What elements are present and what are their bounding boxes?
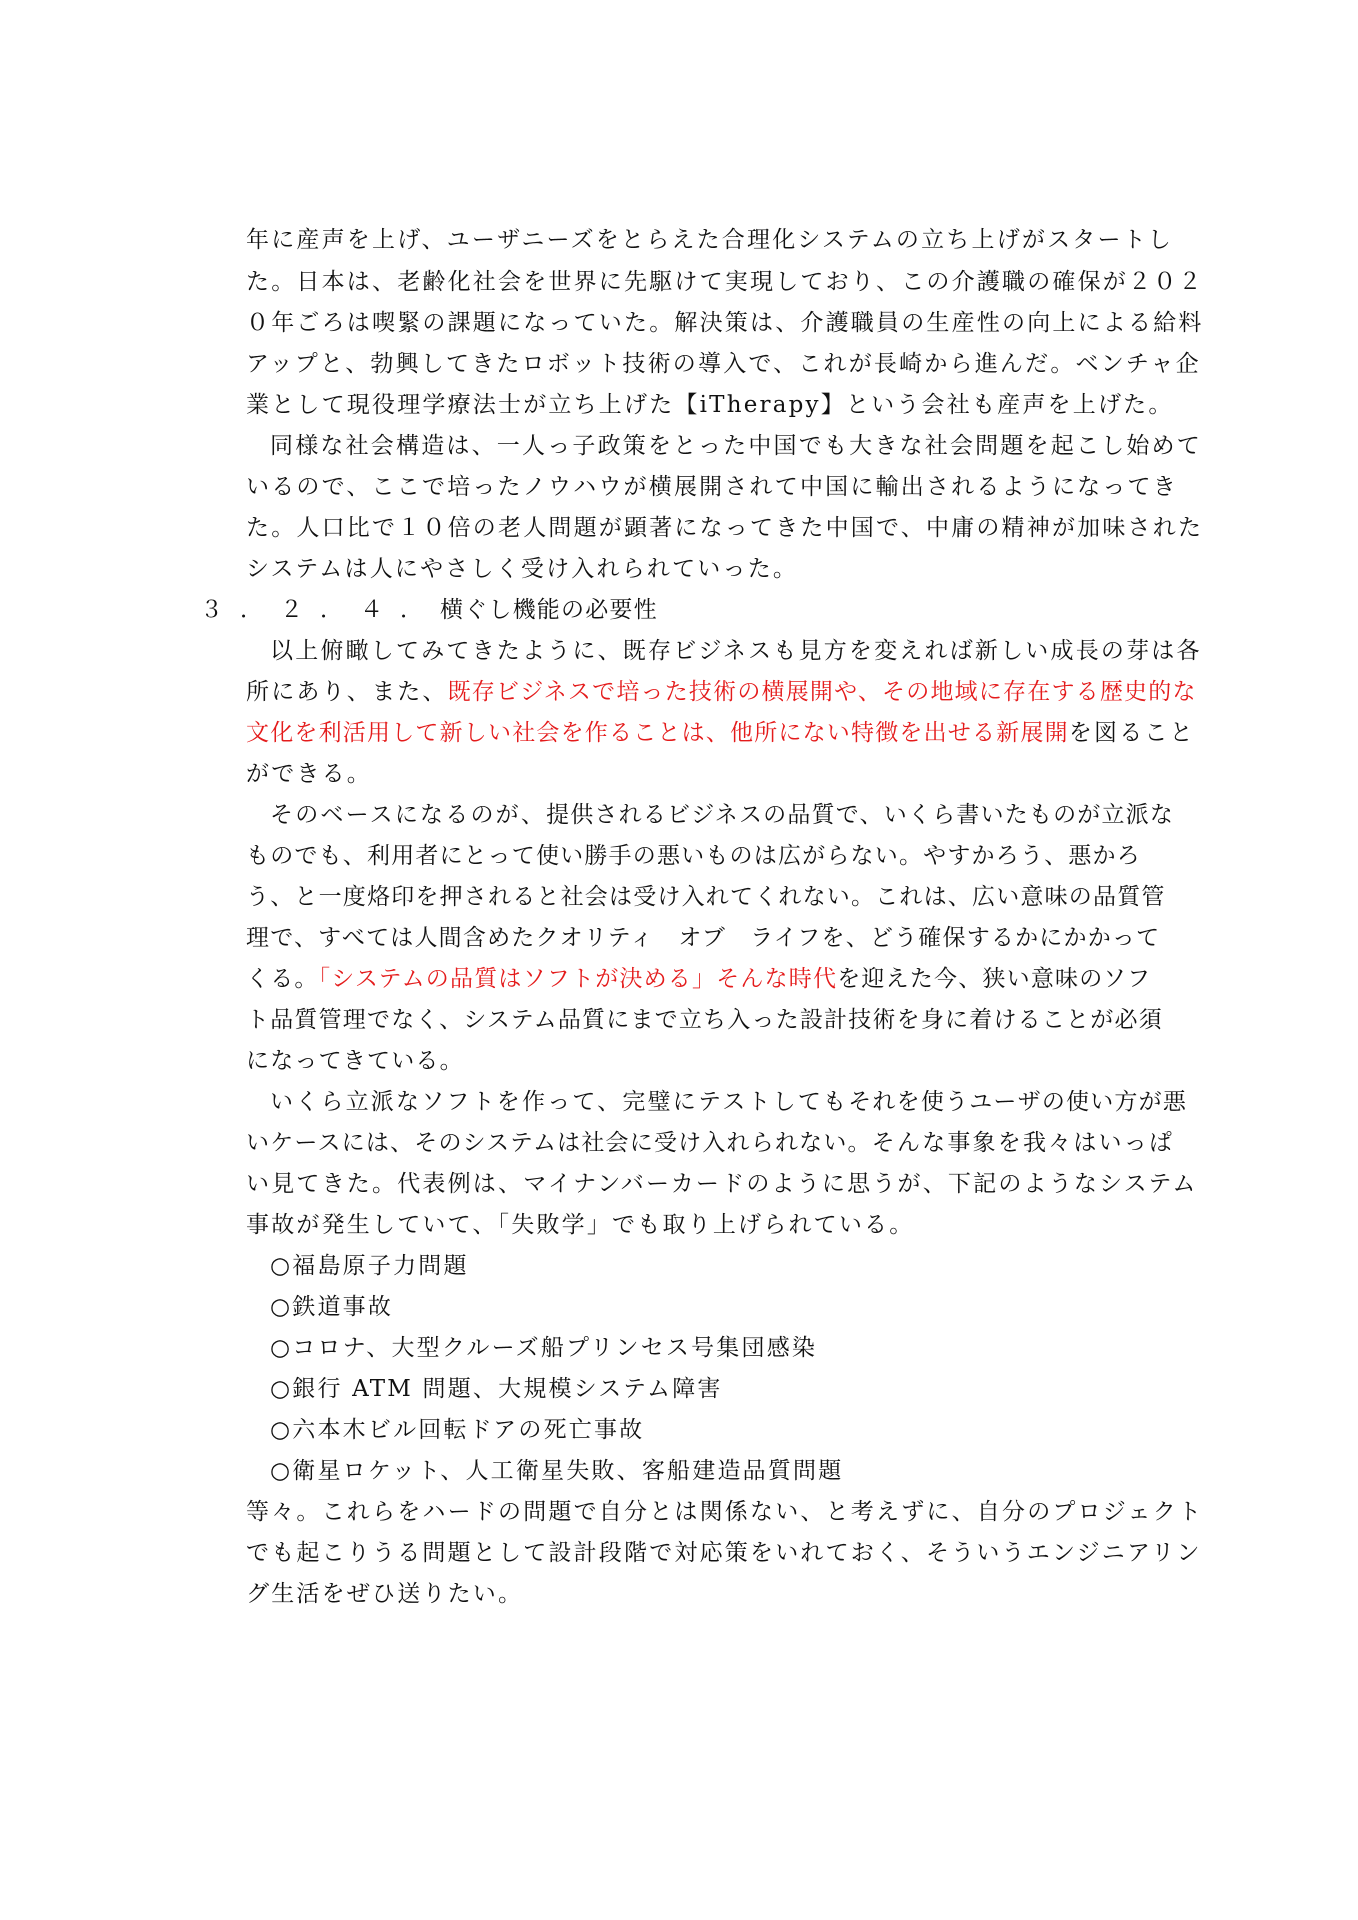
paragraph-1-line-3: ０年ごろは喫緊の課題になっていた。解決策は、介護職員の生産性の向上による給料 <box>246 310 1204 336</box>
text-run: を図ること <box>1068 720 1195 746</box>
paragraph-6-line-3: グ生活をぜひ送りたい。 <box>246 1581 524 1607</box>
paragraph-6-line-2: でも起こりうる問題として設計段階で対応策をいれておく、そういうエンジニアリン <box>246 1540 1202 1566</box>
paragraph-1-line-5 <box>246 391 1174 419</box>
text-run: を迎えた今、狭い意味のソフ <box>837 966 1152 992</box>
paragraph-5-line-1 <box>246 1088 1187 1116</box>
paragraph-4-line-2: ものでも、利用者にとって使い勝手の悪いものは広がらない。やすかろう、悪かろ <box>246 843 1141 869</box>
emphasis-text: 提供されるビジネスの品質で、いくら書いたものが立派な <box>546 802 1175 828</box>
highlighted-text: 「システムの品質はソフトが決める」そんな時代 <box>318 966 838 992</box>
emphasis-text: いケースには、そのシステムは社会に受け入れられない。 <box>246 1130 872 1156</box>
paragraph-1-line-4: アップと、勃興してきたロボット技術の導入で、これが長崎から進んだ。ベンチャ企 <box>246 351 1201 377</box>
paragraph-6-line-1: 等々。これらをハードの問題で自分とは関係ない、と考えずに、自分のプロジェクト <box>246 1499 1204 1525</box>
paragraph-2-line-4: システムは人にやさしく受け入れられていった。 <box>246 556 799 582</box>
text-run: いくら立派なソフトを作って、完璧にテストしても <box>270 1089 849 1115</box>
paragraph-5-line-2 <box>246 1129 1174 1157</box>
list-item: ○衛星ロケット、人工衛星失敗、客船建造品質問題 <box>270 1458 844 1484</box>
paragraph-4-line-7: になってきている。 <box>246 1048 464 1074</box>
list-item: ○銀行 ATM 問題、大規模システム障害 <box>270 1376 723 1402</box>
paragraph-4-line-4: 理で、すべては人間含めたクオリティ オブ ライフを、どう確保するかにかかって <box>246 925 1161 951</box>
paragraph-3-line-2 <box>246 678 1197 706</box>
list-item: ○福島原子力問題 <box>270 1253 469 1279</box>
paragraph-4-line-6: ト品質管理でなく、システム品質にまで立ち入った設計技術を身に着けることが必須 <box>246 1007 1163 1033</box>
emphasis-text: それを使うユーザの使い方が悪 <box>848 1089 1188 1115</box>
text-run: 所にあり、また、 <box>246 679 448 705</box>
paragraph-3-line-4: ができる。 <box>246 761 372 787</box>
paragraph-3-line-3 <box>246 719 1195 747</box>
paragraph-1-line-2: た。日本は、老齢化社会を世界に先駆けて実現しており、この介護職の確保が２０２ <box>246 269 1204 295</box>
product-name: 【iTherapy】 <box>674 392 846 418</box>
paragraph-2-line-2: いるので、ここで培ったノウハウが横展開されて中国に輸出されるようになってき <box>246 474 1178 500</box>
paragraph-4-line-5 <box>246 965 1151 993</box>
text-run: 業として現役理学療法士が立ち上げた <box>246 392 675 418</box>
paragraph-2-line-3: た。人口比で１０倍の老人問題が顕著になってきた中国で、中庸の精神が加味された <box>246 515 1204 541</box>
paragraph-5-line-3: い見てきた。代表例は、マイナンバーカードのように思うが、下記のようなシステム <box>246 1171 1198 1197</box>
section-title: 横ぐし機能の必要性 <box>440 597 658 623</box>
list-item: ○鉄道事故 <box>270 1294 394 1320</box>
list-item: ○六本木ビル回転ドアの死亡事故 <box>270 1417 645 1443</box>
highlighted-text: 文化を利活用して新しい社会を作ることは、他所にない特徴を出せる新展開 <box>246 720 1069 746</box>
text-run: という会社も産声を上げた。 <box>845 392 1174 418</box>
paragraph-4-line-3: う、と一度烙印を押されると社会は受け入れてくれない。これは、広い意味の品質管 <box>246 884 1166 910</box>
text-run: そんな事象を我々はいっぱ <box>871 1130 1175 1156</box>
list-item: ○コロナ、大型クルーズ船プリンセス号集団感染 <box>270 1335 818 1361</box>
paragraph-3-line-1: 以上俯瞰してみてきたように、既存ビジネスも見方を変えれば新しい成長の芽は各 <box>270 638 1202 664</box>
paragraph-4-line-1 <box>246 801 1174 829</box>
section-heading <box>200 596 658 624</box>
paragraph-5-line-4: 事故が発生していて、「失敗学」でも取り上げられている。 <box>246 1212 915 1238</box>
paragraph-2-line-1: 同様な社会構造は、一人っ子政策をとった中国でも大きな社会問題を起こし始めて <box>270 433 1202 459</box>
text-run: くる。 <box>246 966 319 992</box>
highlighted-text: 既存ビジネスで培った技術の横展開や、その地域に存在する歴史的な <box>447 679 1197 705</box>
section-number: ３．２．４． <box>200 597 440 623</box>
text-run: そのベースになるのが、 <box>270 802 547 828</box>
paragraph-1-line-1: 年に産声を上げ、ユーザニーズをとらえた合理化システムの立ち上げがスタートし <box>246 227 1174 253</box>
